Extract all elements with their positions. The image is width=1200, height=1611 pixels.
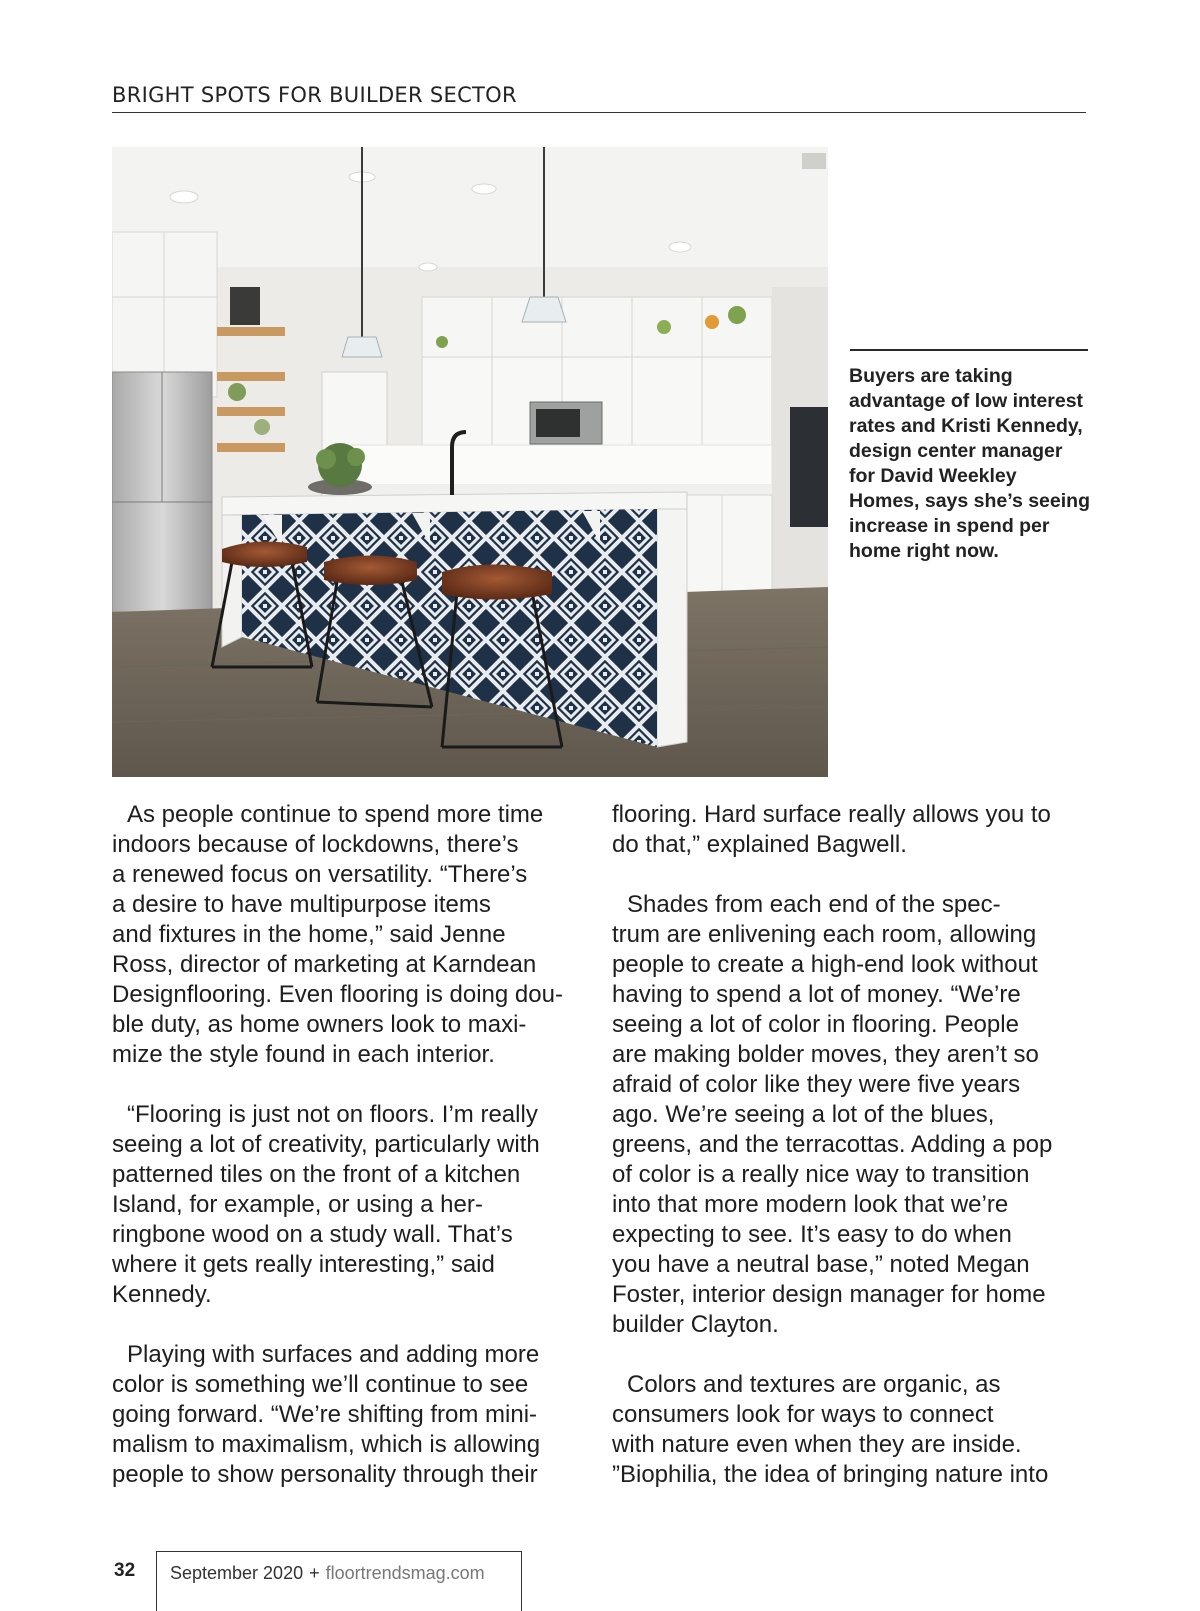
article-paragraph — [112, 1340, 592, 1490]
article-line: Designflooring. Even flooring is doing dou- — [112, 981, 563, 1008]
page-number: 32 — [114, 1560, 136, 1581]
article-line: color is something we’ll continue to see — [112, 1371, 529, 1398]
photo-caption: Buyers are taking advantage of low interest rates and Kristi Kennedy, design center manager for David Weekley Homes, says she’s seeing increase in spend per home right now. — [849, 365, 1090, 562]
article-column-right — [612, 800, 1092, 1520]
article-line: Island, for example, or using a her- — [112, 1191, 483, 1218]
article-line: a renewed focus on versatility. “There’s — [112, 861, 528, 888]
article-line: ringbone wood on a study wall. That’s — [112, 1221, 513, 1248]
caption-rule — [850, 349, 1088, 351]
article-paragraph — [612, 890, 1092, 1340]
article-line: do that,” explained Bagwell. — [612, 831, 907, 858]
footer-separator: + — [309, 1563, 320, 1583]
article-line: Colors and textures are organic, as — [627, 1371, 1001, 1398]
article-line: people to create a high-end look without — [612, 951, 1038, 978]
article-line: ago. We’re seeing a lot of the blues, — [612, 1101, 995, 1128]
article-paragraph — [112, 800, 592, 1070]
article-line: Shades from each end of the spec- — [627, 891, 1001, 918]
article-line: As people continue to spend more time — [127, 801, 544, 828]
article-line: having to spend a lot of money. “We’re — [612, 981, 1021, 1008]
article-line: a desire to have multipurpose items — [112, 891, 491, 918]
kitchen-island-photo — [112, 147, 828, 777]
article-line: indoors because of lockdowns, there’s — [112, 831, 519, 858]
article-line: Foster, interior design manager for home — [612, 1281, 1046, 1308]
article-line: seeing a lot of color in flooring. People — [612, 1011, 1019, 1038]
article-line: patterned tiles on the front of a kitchen — [112, 1161, 521, 1188]
article-column-left — [112, 800, 592, 1520]
article-line: Kennedy. — [112, 1281, 212, 1308]
article-paragraph — [112, 1100, 592, 1310]
article-line: mize the style found in each interior. — [112, 1041, 495, 1068]
article-line: with nature even when they are inside. — [612, 1431, 1022, 1458]
article-paragraph — [612, 800, 1092, 860]
section-header: BRIGHT SPOTS FOR BUILDER SECTOR — [112, 78, 1086, 113]
article-line: where it gets really interesting,” said — [112, 1251, 495, 1278]
article-line: you have a neutral base,” noted Megan — [612, 1251, 1030, 1278]
footer-issue: September 2020 — [170, 1563, 304, 1583]
article-line: people to show personality through their — [112, 1461, 538, 1488]
article-line: ble duty, as home owners look to maxi- — [112, 1011, 527, 1038]
article-line: are making bolder moves, they aren’t so — [612, 1041, 1039, 1068]
article-line: consumers look for ways to connect — [612, 1401, 994, 1428]
article-line: and fixtures in the home,” said Jenne — [112, 921, 506, 948]
footer-folio — [170, 1563, 485, 1584]
article-line: trum are enlivening each room, allowing — [612, 921, 1037, 948]
article-line: of color is a really nice way to transition — [612, 1161, 1030, 1188]
article-line: afraid of color like they were five years — [612, 1071, 1021, 1098]
article-paragraph — [612, 1370, 1092, 1490]
article-line: Playing with surfaces and adding more — [127, 1341, 540, 1368]
article-line: expecting to see. It’s easy to do when — [612, 1221, 1012, 1248]
article-line: seeing a lot of creativity, particularly with — [112, 1131, 540, 1158]
article-line: Ross, director of marketing at Karndean — [112, 951, 537, 978]
article-line: going forward. “We’re shifting from mini- — [112, 1401, 538, 1428]
footer-website[interactable]: floortrendsmag.com — [325, 1563, 485, 1583]
article-line: “Flooring is just not on floors. I’m really — [127, 1101, 538, 1128]
article-line: greens, and the terracottas. Adding a pop — [612, 1131, 1053, 1158]
article-line: into that more modern look that we’re — [612, 1191, 1009, 1218]
article-line: flooring. Hard surface really allows you to — [612, 801, 1051, 828]
article-line: malism to maximalism, which is allowing — [112, 1431, 541, 1458]
article-line: builder Clayton. — [612, 1311, 779, 1338]
article-line: ”Biophilia, the idea of bringing nature into — [612, 1461, 1049, 1488]
